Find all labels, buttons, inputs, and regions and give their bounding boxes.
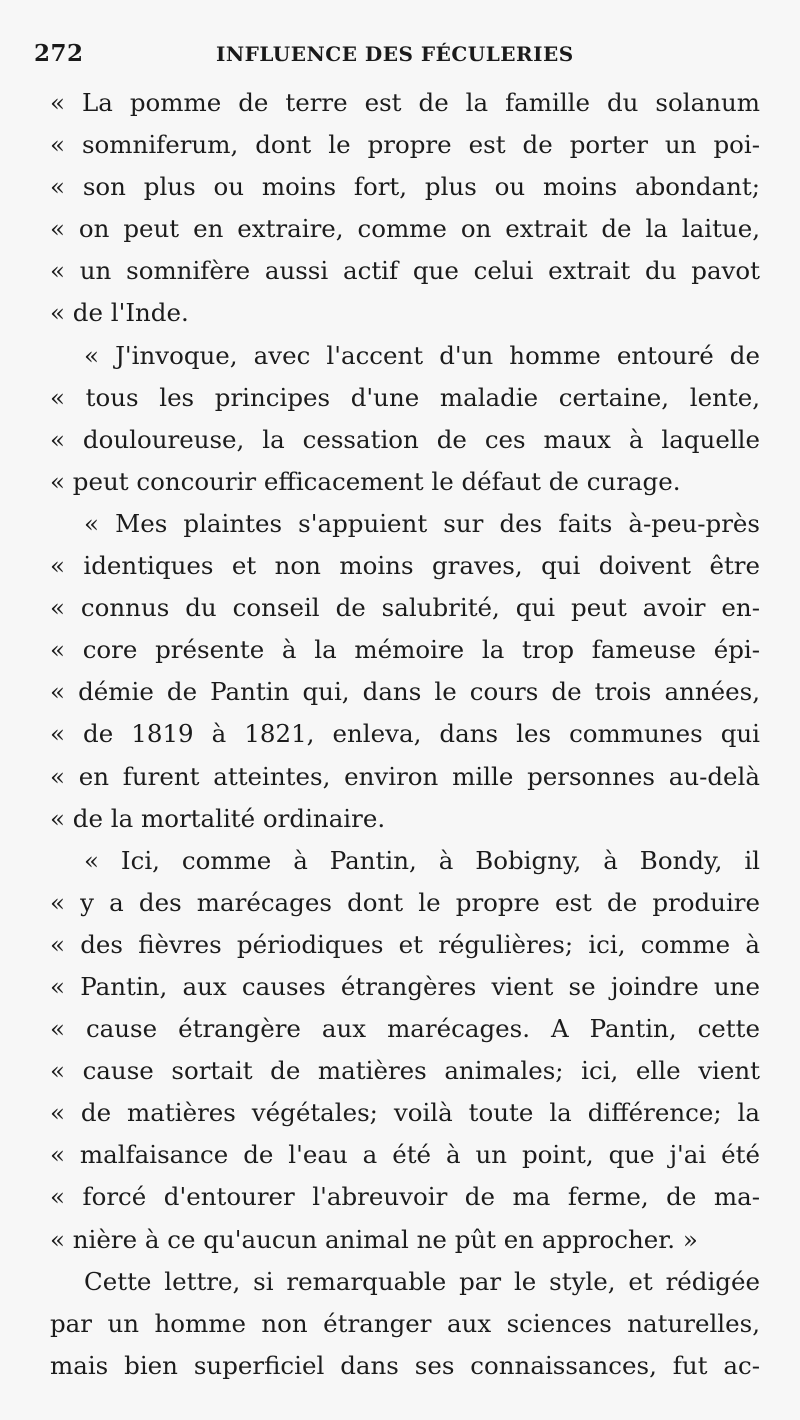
text-line: « de la mortalité ordinaire. bbox=[50, 803, 386, 833]
text-line: « Mes plaintes s'appuient sur des faits à-peu-près bbox=[84, 508, 760, 538]
text-line: « cause sortait de matières animales; ici, elle vient bbox=[50, 1056, 760, 1086]
page-number: 272 bbox=[34, 40, 84, 67]
text-line: « malfaisance de l'eau a été à un point, que j'ai été bbox=[50, 1140, 760, 1170]
text-line: « démie de Pantin qui, dans le cours de trois années, bbox=[50, 677, 760, 707]
text-line: « peut concourir efficacement le défaut de curage. bbox=[50, 466, 681, 496]
text-line: « core présente à la mémoire la trop fameuse épi- bbox=[50, 635, 760, 665]
text-line: « un somnifère aussi actif que celui extrait du pavot bbox=[50, 256, 760, 286]
text-line: mais bien superficiel dans ses connaissances, fut ac- bbox=[50, 1350, 760, 1380]
text-line: « La pomme de terre est de la famille du solanum bbox=[50, 88, 760, 117]
text-line: Cette lettre, si remarquable par le style, et rédigée bbox=[84, 1266, 760, 1296]
text-line: « des fièvres périodiques et régulières; ici, comme à bbox=[50, 929, 760, 959]
text-line: « Pantin, aux causes étrangères vient se joindre une bbox=[50, 971, 760, 1001]
running-title: INFLUENCE DES FÉCULERIES bbox=[216, 42, 574, 66]
running-head bbox=[34, 40, 764, 76]
text-line: « tous les principes d'une maladie certaine, lente, bbox=[50, 382, 760, 412]
text-line: « on peut en extraire, comme on extrait de la laitue, bbox=[50, 214, 760, 244]
text-line: « de matières végétales; voilà toute la différence; la bbox=[50, 1098, 760, 1128]
text-line: « son plus ou moins fort, plus ou moins abondant; bbox=[50, 172, 760, 202]
text-line: « de l'Inde. bbox=[50, 298, 189, 328]
text-line: « en furent atteintes, environ mille personnes au-delà bbox=[50, 761, 760, 791]
text-line: « cause étrangère aux marécages. A Pantin, cette bbox=[50, 1014, 760, 1044]
text-line: « connus du conseil de salubrité, qui peut avoir en- bbox=[50, 593, 760, 623]
text-line: « J'invoque, avec l'accent d'un homme entouré de bbox=[84, 340, 760, 370]
text-line: « Ici, comme à Pantin, à Bobigny, à Bondy, il bbox=[84, 845, 760, 875]
text-line: « de 1819 à 1821, enleva, dans les communes qui bbox=[50, 719, 760, 749]
body-text bbox=[50, 82, 760, 1387]
text-line: « somniferum, dont le propre est de porter un poi- bbox=[50, 130, 760, 160]
text-line: « nière à ce qu'aucun animal ne pût en approcher. » bbox=[50, 1224, 698, 1254]
text-line: « y a des marécages dont le propre est de produire bbox=[50, 887, 760, 917]
text-line: « forcé d'entourer l'abreuvoir de ma ferme, de ma- bbox=[50, 1182, 760, 1212]
text-line: par un homme non étranger aux sciences naturelles, bbox=[50, 1308, 760, 1338]
text-line: « douloureuse, la cessation de ces maux à laquelle bbox=[50, 424, 760, 454]
text-line: « identiques et non moins graves, qui doivent être bbox=[50, 551, 760, 581]
